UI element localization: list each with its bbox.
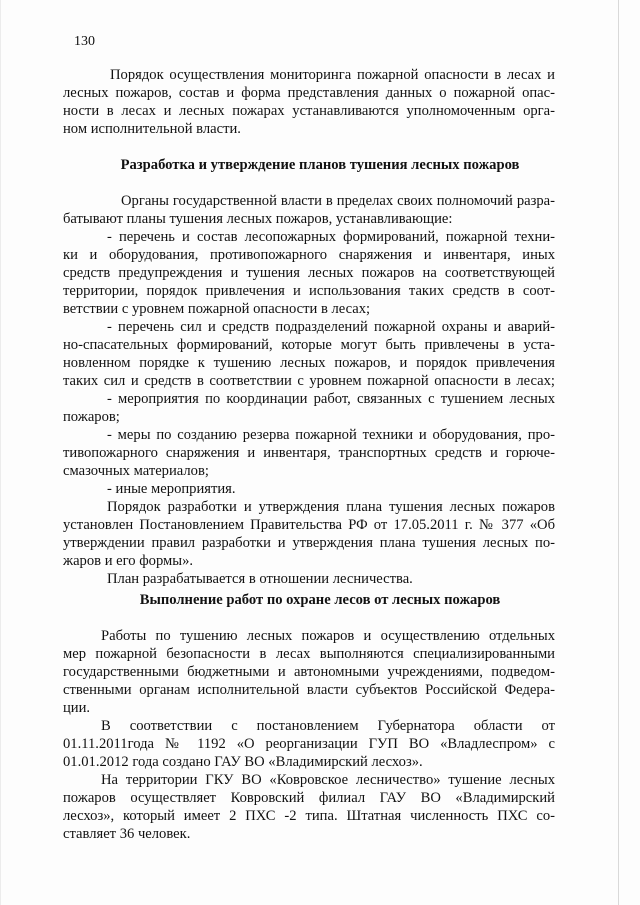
section-heading-protection: Выполнение работ по охране лесов от лесных пожаров — [139, 592, 501, 608]
scan-edge-left — [0, 0, 1, 905]
paragraph-plans — [63, 192, 555, 588]
text-line: 01.11.2011года № 1192 «О реорганизации ГУП ВО «Владлеспром» с — [63, 736, 555, 752]
text-line: ставляет 36 человек. — [63, 826, 191, 842]
text-line: 01.01.2012 года создано ГАУ ВО «Владимирский лесхоз». — [63, 754, 423, 770]
text-line: установлен Постановлением Правительства РФ от 17.05.2011 г. № 377 «Об — [63, 517, 555, 533]
text-line: лесных пожаров, состав и форма представления данных о пожарной опас- — [63, 85, 555, 101]
text-line: но-спасательных формирований, которые могут быть привлечены в уста- — [63, 337, 555, 353]
text-line: смазочных материалов; — [63, 463, 209, 479]
paragraph-protection — [63, 627, 555, 843]
text-line: - иные мероприятия. — [107, 481, 236, 497]
page-number: 130 — [74, 34, 95, 49]
text-line: Порядок разработки и утверждения плана тушения лесных пожаров — [107, 499, 555, 515]
text-line: новленном порядке к тушению лесных пожаров, и порядок привлечения — [63, 355, 555, 371]
text-line: Органы государственной власти в пределах своих полномочий разра- — [121, 193, 555, 209]
text-line: территории, порядок привлечения и использования таких средств в соот- — [63, 283, 555, 299]
text-line: государственными бюджетными и автономными учреждениями, подведом- — [63, 664, 555, 680]
text-line: ки и оборудования, противопожарного снаряжения и инвентаря, иных — [63, 247, 555, 263]
text-line: - перечень и состав лесопожарных формирований, пожарной техни- — [107, 229, 555, 245]
text-line: мер пожарной безопасности в лесах выполняются специализированными — [63, 646, 555, 662]
text-line: пожаров осуществляет Ковровский филиал ГАУ ВО «Владимирский — [63, 790, 555, 806]
text-line: - мероприятия по координации работ, связанных с тушением лесных — [107, 391, 555, 407]
text-line: ности в лесах и лесных пожарах устанавливаются уполномоченным орга- — [63, 103, 555, 119]
text-line: Работы по тушению лесных пожаров и осуществлению отдельных — [101, 628, 555, 644]
text-line: жаров и его формы». — [63, 553, 194, 569]
text-line: План разрабатывается в отношении лесничества. — [107, 571, 413, 587]
text-line: таких сил и средств в соответствии с уровнем пожарной опасности в лесах; — [63, 373, 555, 389]
text-line: - меры по созданию резерва пожарной техники и оборудования, про- — [107, 427, 555, 443]
scan-edge-right — [618, 0, 619, 905]
text-line: На территории ГКУ ВО «Ковровское лесничество» тушение лесных — [101, 772, 555, 788]
text-line: ветствии с уровнем пожарной опасности в лесах; — [63, 301, 371, 317]
text-line: пожаров; — [63, 409, 120, 425]
text-line: лесхоз», который имеет 2 ПХС -2 типа. Штатная численность ПХС со- — [63, 808, 555, 824]
text-line: - перечень сил и средств подразделений пожарной охраны и аварий- — [107, 319, 555, 335]
text-line: батывают планы тушения лесных пожаров, устанавливающие: — [63, 211, 453, 227]
text-line: ном исполнительной власти. — [63, 121, 241, 137]
text-line: ции. — [63, 700, 91, 716]
text-line: В соответствии с постановлением Губернатора области от — [101, 718, 555, 734]
text-line: ственными органам исполнительной власти субъектов Российской Федера- — [63, 682, 555, 698]
text-line: утверждении правил разработки и утверждения плана тушения лесных по- — [63, 535, 555, 551]
paragraph-monitoring — [63, 66, 555, 138]
text-line: Порядок осуществления мониторинга пожарной опасности в лесах и — [110, 67, 555, 83]
text-line: тивопожарного снаряжения и инвентаря, транспортных средств и горюче- — [63, 445, 555, 461]
text-line: средств предупреждения и тушения лесных пожаров на соответствующей — [63, 265, 555, 281]
section-heading-plans: Разработка и утверждение планов тушения лесных пожаров — [120, 157, 520, 173]
